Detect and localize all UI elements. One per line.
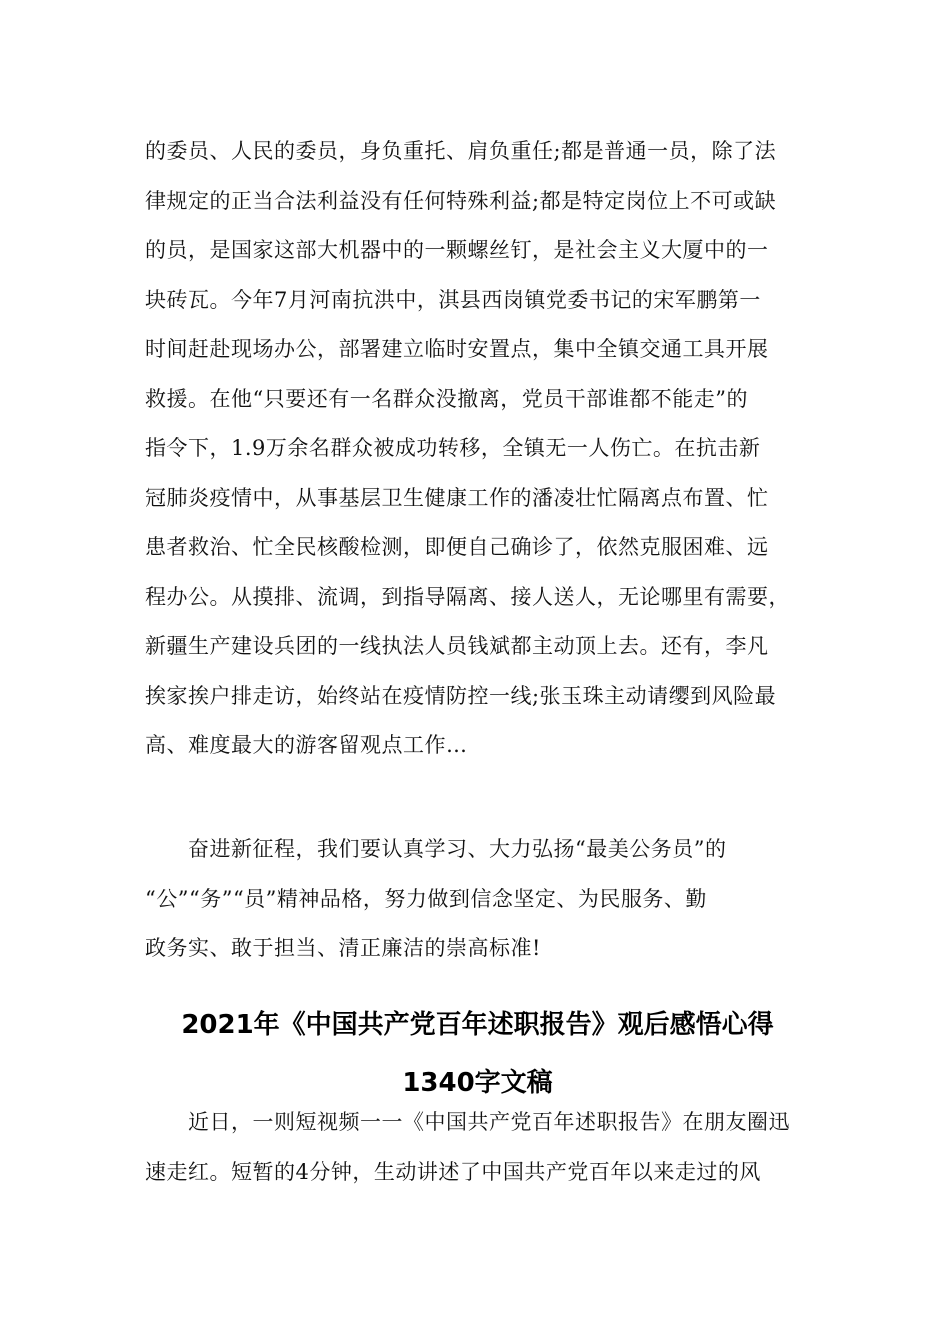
text-line: 指令下，1.9万余名群众被成功转移，全镇无一人伤亡。在抗击新 [145, 436, 761, 460]
body-paragraph [145, 825, 810, 974]
body-paragraph [145, 1098, 810, 1197]
text-line: 高、难度最大的游客留观点工作… [145, 733, 468, 757]
title-line: 1340字文稿 [402, 1068, 553, 1098]
text-line: 冠肺炎疫情中，从事基层卫生健康工作的潘凌壮忙隔离点布置、忙 [145, 485, 769, 510]
title-line: 2021年《中国共产党百年述职报告》观后感悟心得 [181, 1010, 774, 1040]
section-title [145, 996, 810, 1112]
text-line: 块砖瓦。今年7月河南抗洪中，淇县西岗镇党委书记的宋军鹏第一 [145, 287, 761, 312]
text-line: 新疆生产建设兵团的一线执法人员钱斌都主动顶上去。还有，李凡 [145, 634, 769, 658]
text-line: “公”“务”“员”精神品格，努力做到信念坚定、为民服务、勤 [145, 886, 707, 911]
text-line: 救援。在他“只要还有一名群众没撤离，党员干部谁都不能走”的 [145, 386, 748, 411]
text-line: 挨家挨户排走访，始终站在疫情防控一线;张玉珠主动请缨到风险最 [145, 683, 777, 708]
text-line: 律规定的正当合法利益没有任何特殊利益;都是特定岗位上不可或缺 [145, 188, 777, 213]
text-line: 政务实、敢于担当、清正廉洁的崇高标准! [145, 936, 541, 960]
body-paragraph [145, 127, 810, 771]
text-line: 患者救治、忙全民核酸检测，即便自己确诊了，依然克服困难、远 [145, 535, 769, 559]
text-line: 程办公。从摸排、流调，到指导隔离、接人送人，无论哪里有需要， [145, 584, 790, 609]
text-line: 的委员、人民的委员，身负重托、肩负重任;都是普通一员，除了法 [145, 139, 777, 163]
text-line: 奋进新征程，我们要认真学习、大力弘扬“最美公务员”的 [145, 837, 727, 861]
text-line: 速走红。短暂的4分钟，生动讲述了中国共产党百年以来走过的风 [145, 1159, 761, 1184]
text-line: 的员，是国家这部大机器中的一颗螺丝钉，是社会主义大厦中的一 [145, 238, 769, 262]
text-line: 时间赶赴现场办公，部署建立临时安置点，集中全镇交通工具开展 [145, 337, 769, 361]
text-line: 近日，一则短视频一一《中国共产党百年述职报告》在朋友圈迅 [145, 1110, 790, 1134]
